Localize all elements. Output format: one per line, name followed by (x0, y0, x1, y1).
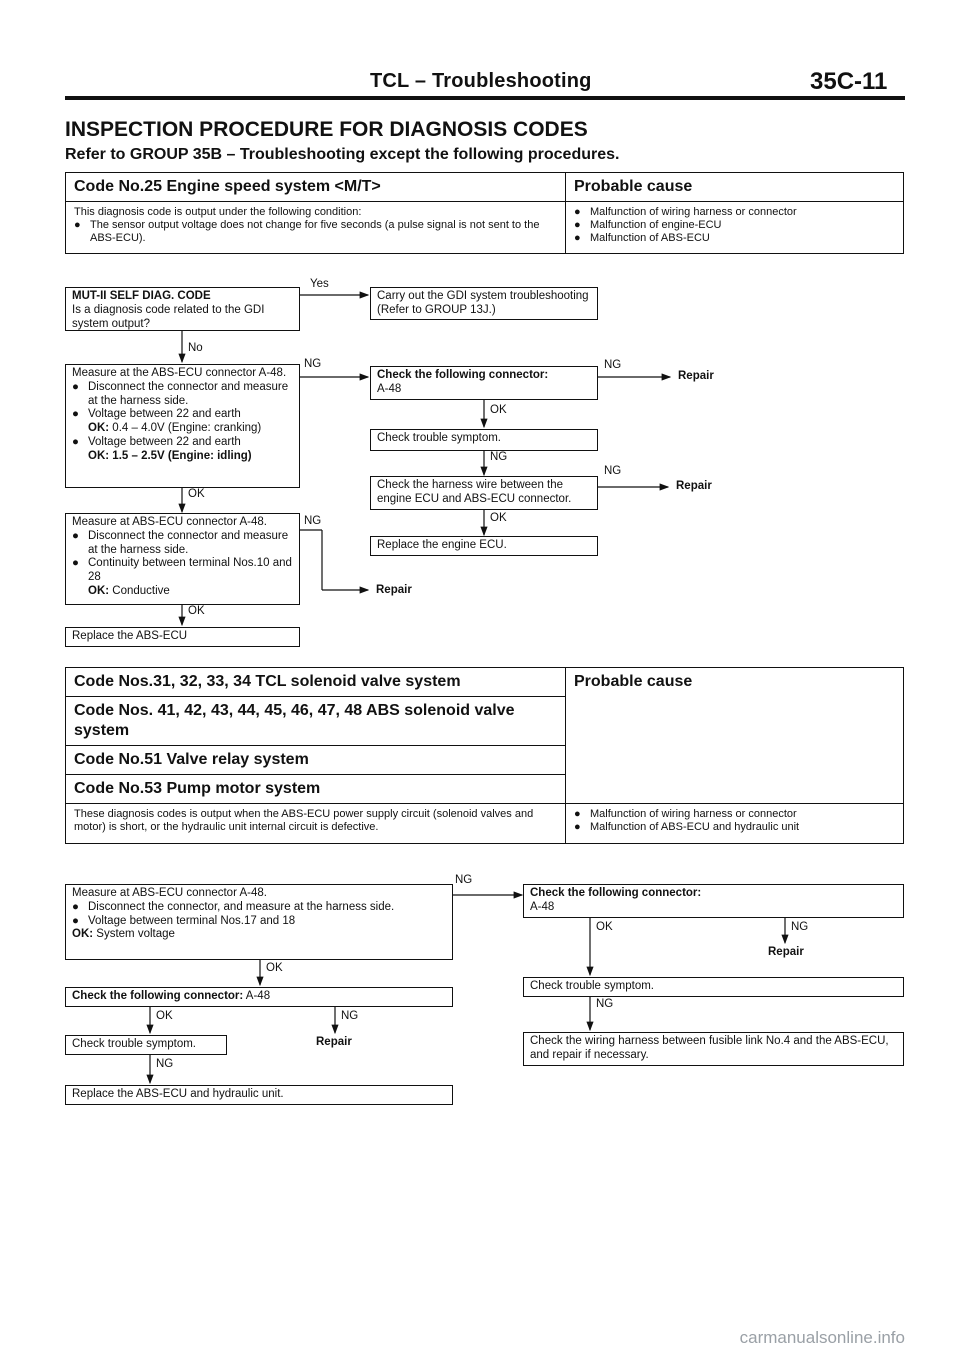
page-subtitle: Refer to GROUP 35B – Troubleshooting except the following procedures. (65, 146, 620, 163)
ok-label: OK (490, 404, 507, 416)
measure-system-voltage-box (65, 884, 453, 960)
replace-abs-ecu-hydraulic-box: Replace the ABS-ECU and hydraulic unit. (65, 1085, 453, 1105)
replace-abs-ecu-box: Replace the ABS-ECU (65, 627, 300, 647)
yes-label: Yes (310, 278, 329, 290)
repair-label: Repair (768, 946, 804, 958)
check-connector-box (65, 987, 453, 1007)
code-row: Code Nos. 41, 42, 43, 44, 45, 46, 47, 48 ABS solenoid valve system (66, 697, 566, 746)
check-trouble-symptom-box: Check trouble symptom. (523, 977, 904, 997)
page-number: 35C-11 (810, 68, 888, 95)
cause-item: ● Malfunction of ABS-ECU (574, 232, 710, 245)
code-25-header: Code No.25 Engine speed system <M/T> (66, 173, 566, 202)
ng-label: NG (304, 515, 322, 527)
cause-item: ● Malfunction of wiring harness or connector (574, 808, 797, 820)
ok-label: OK (266, 962, 283, 974)
measure-bullet: ● Disconnect the connector, and measure at the harness side. (72, 900, 395, 913)
mut-self-diag-title: MUT-II SELF DIAG. CODE (72, 290, 211, 302)
connector-id: A-48 (245, 990, 271, 1002)
ng-label: NG (596, 998, 614, 1010)
ng-label: NG (304, 358, 322, 370)
cause-item: ● Malfunction of wiring harness or connector (574, 206, 797, 218)
check-connector-label: Check the following connector: (72, 990, 244, 1002)
measure-step-text: Measure at the ABS-ECU connector A-48. (72, 367, 287, 379)
probable-cause-header: Probable cause (566, 173, 904, 202)
ok-value-system-voltage: OK: System voltage (72, 928, 175, 941)
measure-bullet: ● Disconnect the connector and measure at the harness side. (72, 529, 289, 556)
page-header-title: TCL – Troubleshooting (370, 70, 592, 92)
connector-id: A-48 (530, 900, 555, 913)
check-connector-label: Check the following connector: (377, 369, 549, 381)
repair-label: Repair (316, 1036, 352, 1048)
cause-item: ● Malfunction of engine-ECU (574, 219, 722, 232)
check-fusible-link-wiring-box: Check the wiring harness between fusible link No.4 and the ABS-ECU, and repair if necessary. (523, 1032, 904, 1066)
check-harness-wire-box: Check the harness wire between the engine ECU and ABS-ECU connector. (370, 476, 598, 510)
watermark: carmanualsonline.info (739, 1328, 905, 1347)
ng-label: NG (156, 1058, 174, 1070)
mut-self-diag-question: Is a diagnosis code related to the GDI system output? (72, 303, 265, 330)
ok-value-cranking: OK: 0.4 – 4.0V (Engine: cranking) (88, 422, 262, 435)
measure-bullet: ● Disconnect the connector and measure at the harness side. (72, 380, 289, 407)
cause-item: ● Malfunction of ABS-ECU and hydraulic unit (574, 821, 800, 834)
description-intro: This diagnosis code is output under the following condition: (74, 206, 362, 218)
ng-label: NG (604, 465, 622, 477)
ng-label: NG (455, 874, 473, 886)
replace-engine-ecu-box: Replace the engine ECU. (370, 536, 598, 556)
connector-id: A-48 (377, 382, 402, 395)
measure-bullet: ● Continuity between terminal Nos.10 and 28 (72, 557, 292, 584)
measure-bullet: ● Voltage between 22 and earth (72, 408, 241, 421)
ok-label: OK (188, 605, 205, 617)
measure-bullet: ● Voltage between terminal Nos.17 and 18 (72, 914, 296, 927)
page-title: INSPECTION PROCEDURE FOR DIAGNOSIS CODES (65, 118, 588, 141)
ng-label: NG (341, 1010, 359, 1022)
code-row: Code Nos.31, 32, 33, 34 TCL solenoid valve system (66, 668, 566, 697)
check-trouble-symptom-box: Check trouble symptom. (65, 1035, 227, 1055)
ng-label: NG (604, 359, 622, 371)
description-bullet: ● The sensor output voltage does not change for five seconds (a pulse signal is not sent to the ABS-ECU). (74, 219, 540, 245)
repair-label: Repair (678, 370, 714, 382)
ng-label: NG (791, 921, 809, 933)
code-row: Code No.51 Valve relay system (66, 746, 566, 775)
ok-label: OK (188, 488, 205, 500)
measure-step-text: Measure at ABS-ECU connector A-48. (72, 887, 267, 899)
no-label: No (188, 342, 203, 354)
probable-cause-header: Probable cause (566, 668, 904, 804)
ok-label: OK (490, 512, 507, 524)
check-connector-box (523, 884, 904, 918)
solenoid-description: These diagnosis codes is output when the ABS-ECU power supply circuit (solenoid valves and motor) is short, or the hydraulic unit internal circuit is defective. (66, 804, 566, 844)
code-row: Code No.53 Pump motor system (66, 775, 566, 804)
measure-step-text: Measure at ABS-ECU connector A-48. (72, 516, 267, 528)
check-connector-label: Check the following connector: (530, 887, 702, 899)
ok-value-idling: OK: 1.5 – 2.5V (Engine: idling) (88, 449, 252, 462)
gdi-troubleshoot-box: Carry out the GDI system troubleshooting (Refer to GROUP 13J.) (370, 287, 598, 320)
ok-value-conductive: OK: Conductive (88, 584, 170, 597)
repair-label: Repair (376, 584, 412, 596)
ng-label: NG (490, 451, 508, 463)
repair-label: Repair (676, 480, 712, 492)
ok-label: OK (596, 921, 613, 933)
check-trouble-symptom-box: Check trouble symptom. (370, 429, 598, 451)
measure-bullet: ● Voltage between 22 and earth (72, 435, 241, 448)
ok-label: OK (156, 1010, 173, 1022)
